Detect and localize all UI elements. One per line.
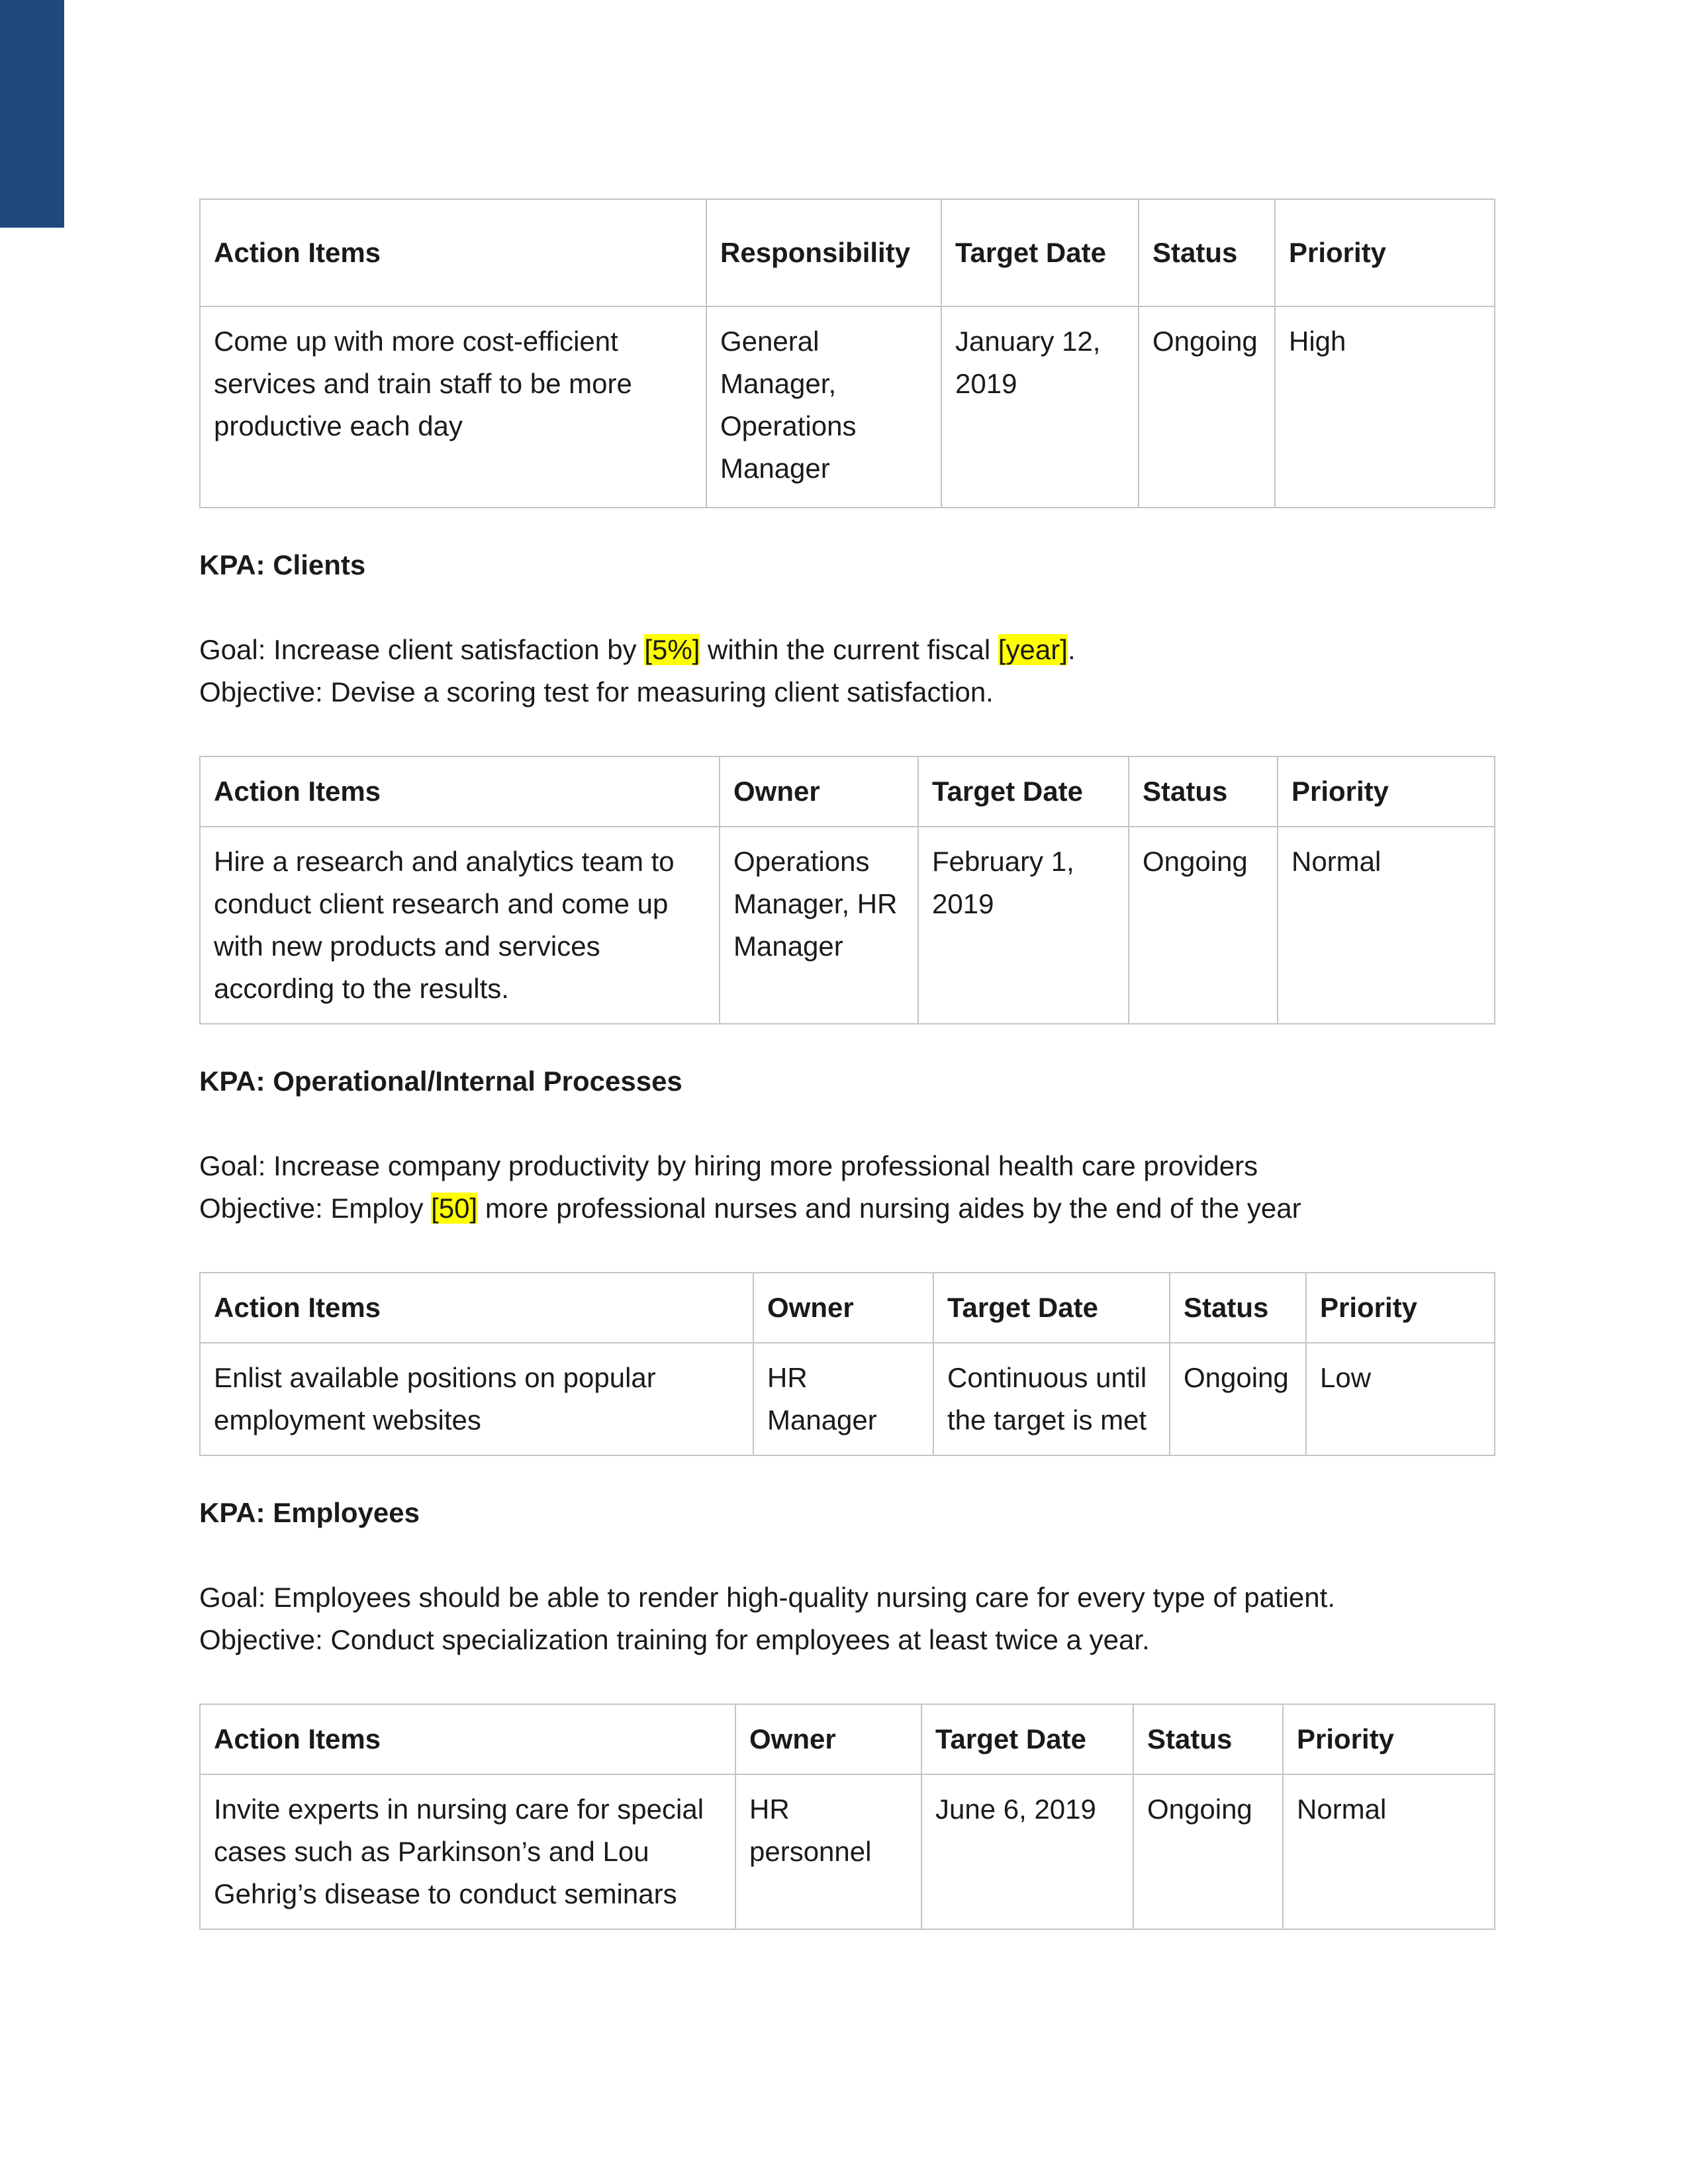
goal-text-middle: within the current fiscal bbox=[700, 634, 998, 665]
table-row bbox=[200, 827, 1495, 1024]
action-table-2 bbox=[199, 756, 1495, 1024]
table-row bbox=[200, 1774, 1495, 1929]
kpa-clients-heading: KPA: Clients bbox=[199, 549, 366, 580]
table-row bbox=[200, 1343, 1495, 1455]
table-row bbox=[200, 306, 1495, 508]
kpa-operational-heading: KPA: Operational/Internal Processes bbox=[199, 1066, 682, 1097]
cell-action-item: Invite experts in nursing care for special cases such as Parkinson’s and Lou Gehrig’s disease to conduct seminars bbox=[200, 1774, 735, 1929]
cell-target-date: Continuous until the target is met bbox=[933, 1343, 1170, 1455]
document-body bbox=[199, 199, 1494, 1930]
goal-text: Goal: Increase client satisfaction by bbox=[199, 634, 645, 665]
highlight-year: [year] bbox=[998, 634, 1068, 665]
header-target-date: Target Date bbox=[941, 199, 1139, 306]
cell-priority: Normal bbox=[1283, 1774, 1495, 1929]
cell-target-date: June 6, 2019 bbox=[921, 1774, 1133, 1929]
cell-action-item: Come up with more cost-efficient services and train staff to be more productive each day bbox=[200, 306, 706, 508]
objective-text: Objective: Employ bbox=[199, 1193, 432, 1224]
cell-status: Ongoing bbox=[1139, 306, 1275, 508]
header-priority: Priority bbox=[1283, 1704, 1495, 1774]
table-header-row bbox=[200, 199, 1495, 306]
cell-owner: Operations Manager, HR Manager bbox=[720, 827, 918, 1024]
cell-status: Ongoing bbox=[1129, 827, 1278, 1024]
header-status: Status bbox=[1139, 199, 1275, 306]
cell-target-date: January 12, 2019 bbox=[941, 306, 1139, 508]
header-action-items: Action Items bbox=[200, 1704, 735, 1774]
cell-status: Ongoing bbox=[1133, 1774, 1283, 1929]
header-action-items: Action Items bbox=[200, 199, 706, 306]
kpa-operational-objective bbox=[199, 1187, 1494, 1230]
objective-text-end: more professional nurses and nursing aides by the end of the year bbox=[477, 1193, 1301, 1224]
header-priority: Priority bbox=[1306, 1273, 1495, 1343]
kpa-employees-heading: KPA: Employees bbox=[199, 1497, 420, 1528]
kpa-employees-goal: Goal: Employees should be able to render high-quality nursing care for every type of patient. bbox=[199, 1582, 1335, 1613]
header-status: Status bbox=[1129, 756, 1278, 827]
table-header-row bbox=[200, 756, 1495, 827]
highlight-percent: [5%] bbox=[644, 634, 700, 665]
kpa-clients-objective: Objective: Devise a scoring test for measuring client satisfaction. bbox=[199, 676, 994, 707]
header-owner: Owner bbox=[753, 1273, 933, 1343]
cell-priority: High bbox=[1275, 306, 1495, 508]
kpa-operational-goal: Goal: Increase company productivity by hiring more professional health care providers bbox=[199, 1150, 1258, 1181]
cell-owner: HR Manager bbox=[753, 1343, 933, 1455]
action-table-1 bbox=[199, 199, 1495, 508]
action-table-4 bbox=[199, 1704, 1495, 1930]
table-header-row bbox=[200, 1273, 1495, 1343]
cell-action-item: Enlist available positions on popular employment websites bbox=[200, 1343, 753, 1455]
highlight-count: [50] bbox=[431, 1193, 478, 1224]
cell-priority: Low bbox=[1306, 1343, 1495, 1455]
header-status: Status bbox=[1133, 1704, 1283, 1774]
side-accent-bar bbox=[0, 0, 64, 228]
header-priority: Priority bbox=[1278, 756, 1495, 827]
header-action-items: Action Items bbox=[200, 756, 720, 827]
header-owner: Owner bbox=[735, 1704, 921, 1774]
header-owner: Owner bbox=[720, 756, 918, 827]
cell-status: Ongoing bbox=[1170, 1343, 1306, 1455]
action-table-3 bbox=[199, 1272, 1495, 1456]
header-target-date: Target Date bbox=[933, 1273, 1170, 1343]
cell-priority: Normal bbox=[1278, 827, 1495, 1024]
cell-owner: HR personnel bbox=[735, 1774, 921, 1929]
header-target-date: Target Date bbox=[921, 1704, 1133, 1774]
cell-action-item: Hire a research and analytics team to conduct client research and come up with new products and services according to the results. bbox=[200, 827, 720, 1024]
header-responsibility: Responsibility bbox=[706, 199, 941, 306]
header-priority: Priority bbox=[1275, 199, 1495, 306]
kpa-employees-objective: Objective: Conduct specialization training for employees at least twice a year. bbox=[199, 1624, 1150, 1655]
cell-responsibility: General Manager, Operations Manager bbox=[706, 306, 941, 508]
cell-target-date: February 1, 2019 bbox=[918, 827, 1129, 1024]
kpa-clients-goal bbox=[199, 629, 1494, 671]
table-header-row bbox=[200, 1704, 1495, 1774]
header-target-date: Target Date bbox=[918, 756, 1129, 827]
goal-text-end: . bbox=[1067, 634, 1076, 665]
header-action-items: Action Items bbox=[200, 1273, 753, 1343]
header-status: Status bbox=[1170, 1273, 1306, 1343]
